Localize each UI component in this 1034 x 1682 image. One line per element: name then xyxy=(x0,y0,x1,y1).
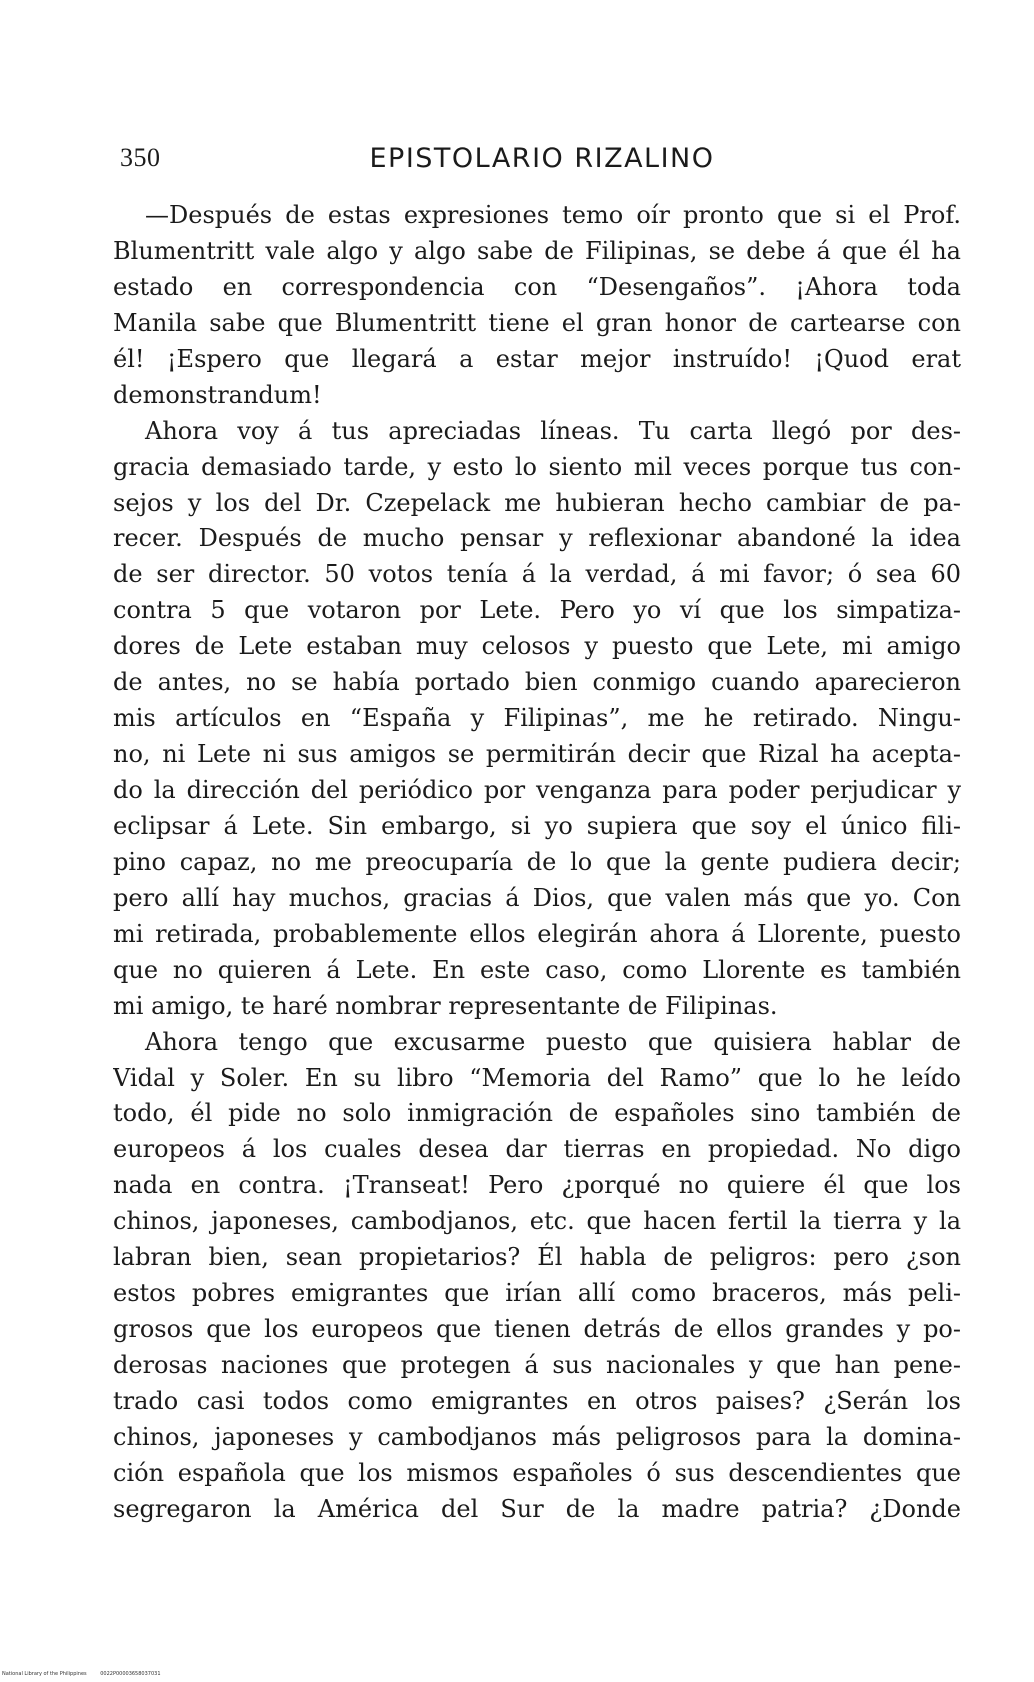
text-line: trado casi todos como emigrantes en otros paises? ¿Serán los xyxy=(113,1386,961,1415)
text-line: nada en contra. ¡Transeat! Pero ¿porqué no quiere él que los xyxy=(113,1171,961,1200)
text-line: mi retirada, probablemente ellos elegirán ahora á Llorente, puesto xyxy=(113,919,961,948)
text-line: recer. Después de mucho pensar y reflexionar abandoné la idea xyxy=(113,524,961,553)
text-line: derosas naciones que protegen á sus nacionales y que han pene- xyxy=(113,1351,961,1379)
text-line: contra 5 que votaron por Lete. Pero yo ví que los simpatiza- xyxy=(113,596,961,625)
text-line: Ahora tengo que excusarme puesto que quisiera hablar de xyxy=(145,1027,961,1056)
text-line: Vidal y Soler. En su libro “Memoria del Ramo” que lo he leído xyxy=(113,1063,961,1092)
text-line: labran bien, sean propietarios? Él habla de peligros: pero ¿son xyxy=(113,1243,961,1272)
text-line: eclipsar á Lete. Sin embargo, si yo supiera que soy el único fili- xyxy=(113,811,961,840)
running-title: EPISTOLARIO RIZALINO xyxy=(369,143,715,174)
text-line: estado en correspondencia con “Desengaños”. ¡Ahora toda xyxy=(113,272,961,301)
text-line: que no quieren á Lete. En este caso, como Llorente es también xyxy=(113,955,961,984)
text-line: dores de Lete estaban muy celosos y puesto que Lete, mi amigo xyxy=(113,632,961,661)
scan-credit xyxy=(2,1671,161,1677)
text-line: Manila sabe que Blumentritt tiene el gran honor de cartearse con xyxy=(113,308,961,337)
text-line: gracia demasiado tarde, y esto lo siento mil veces porque tus con- xyxy=(113,452,961,481)
text-line: todo, él pide no solo inmigración de españoles sino también de xyxy=(113,1099,961,1128)
scan-code: 0022P00003658037031 xyxy=(100,1671,161,1677)
library-credit: National Library of the Philippines xyxy=(2,1671,87,1677)
text-line: chinos, japoneses y cambodjanos más peligrosos para la domina- xyxy=(113,1422,961,1451)
text-line: sejos y los del Dr. Czepelack me hubieran hecho cambiar de pa- xyxy=(113,488,961,517)
text-line: grosos que los europeos que tienen detrás de ellos grandes y po- xyxy=(113,1315,961,1344)
text-line: él! ¡Espero que llegará a estar mejor instruído! ¡Quod erat xyxy=(113,344,961,373)
text-line: segregaron la América del Sur de la madre patria? ¿Donde xyxy=(113,1494,961,1523)
text-line: de ser director. 50 votos tenía á la verdad, á mi favor; ó sea 60 xyxy=(113,560,961,589)
text-line: estos pobres emigrantes que irían allí como braceros, más peli- xyxy=(113,1279,961,1308)
text-line: pino capaz, no me preocuparía de lo que la gente pudiera decir; xyxy=(113,847,961,876)
text-line: pero allí hay muchos, gracias á Dios, que valen más que yo. Con xyxy=(113,883,961,912)
text-line: no, ni Lete ni sus amigos se permitirán decir que Rizal ha acepta- xyxy=(113,740,961,769)
text-line: mi amigo, te haré nombrar representante de Filipinas. xyxy=(113,991,778,1020)
text-line: —Después de estas expresiones temo oír pronto que si el Prof. xyxy=(145,201,961,229)
text-line: ción española que los mismos españoles ó sus descendientes que xyxy=(113,1458,961,1487)
body-text xyxy=(113,198,961,1528)
page-number: 350 xyxy=(120,143,161,172)
text-line: Ahora voy á tus apreciadas líneas. Tu carta llegó por des- xyxy=(145,416,961,445)
text-line: Blumentritt vale algo y algo sabe de Filipinas, se debe á que él ha xyxy=(113,236,961,265)
text-line: mis artículos en “España y Filipinas”, me he retirado. Ningu- xyxy=(113,704,961,733)
text-line: chinos, japoneses, cambodjanos, etc. que hacen fertil la tierra y la xyxy=(113,1207,961,1236)
text-line: de antes, no se había portado bien conmigo cuando aparecieron xyxy=(113,668,961,697)
text-line: do la dirección del periódico por venganza para poder perjudicar y xyxy=(113,776,961,804)
text-line: demonstrandum! xyxy=(113,380,322,409)
text-line: europeos á los cuales desea dar tierras en propiedad. No digo xyxy=(113,1135,961,1164)
